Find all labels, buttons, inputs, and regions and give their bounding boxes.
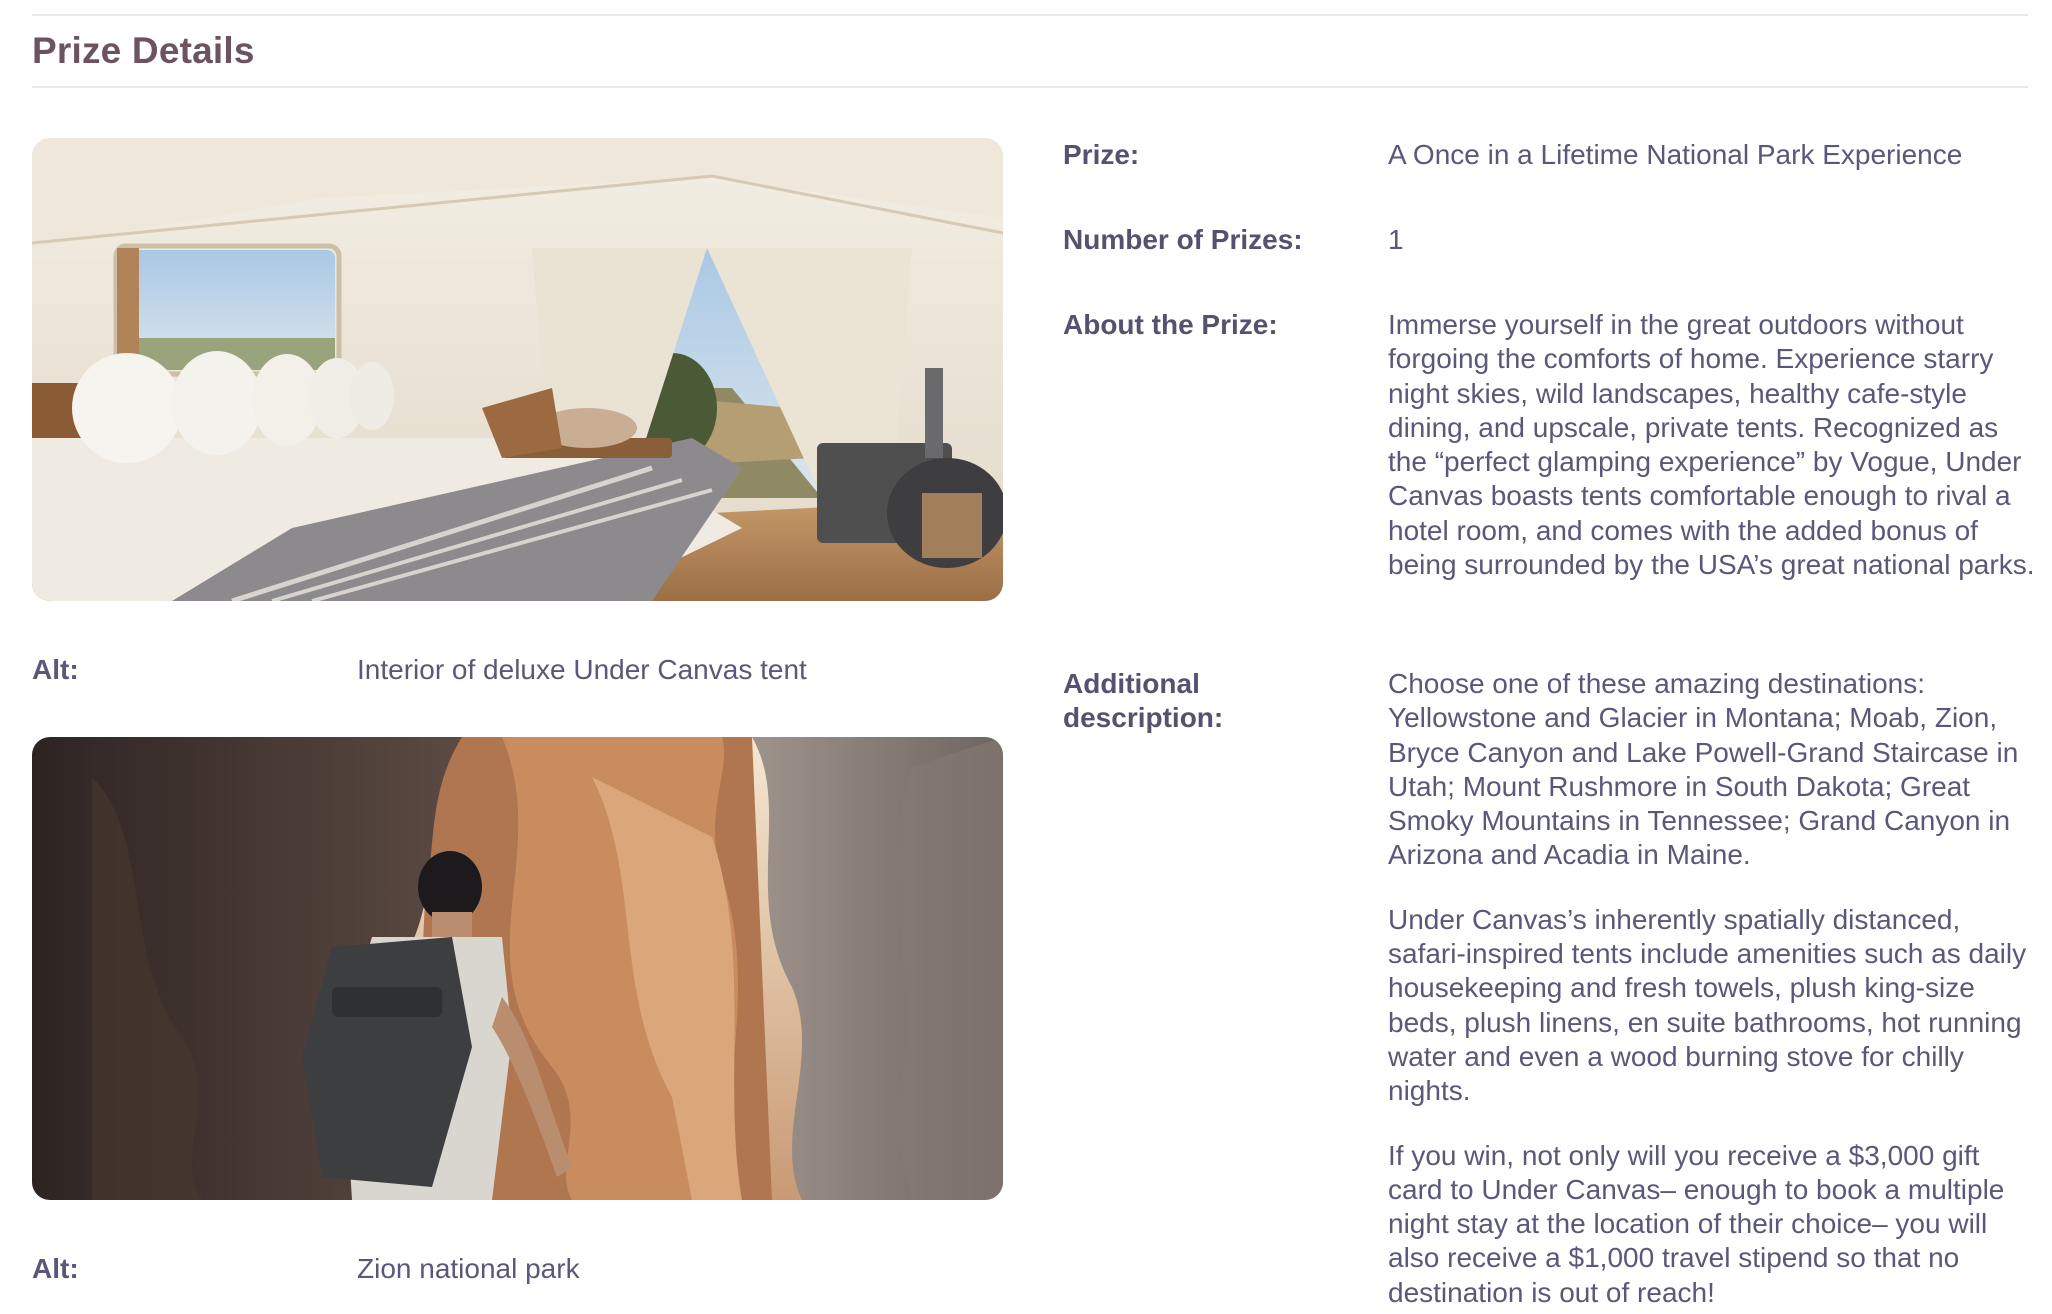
about-prize-label: About the Prize: [1063,309,1278,340]
prize-label: Prize: [1063,139,1140,170]
additional-description-paragraph: Under Canvas’s inherently spatially distanced, safari-inspired tents include amenities such as daily housekeeping and fresh towels, plush king-size beds, plush linens, en suite bathrooms, hot running water and even a wood burning stove for chilly nights. [1388,903,2027,1107]
number-of-prizes-label: Number of Prizes: [1063,224,1303,255]
top-divider [32,14,2028,16]
additional-description-label: Additional description: [1063,668,1224,733]
title-divider [32,86,2028,88]
additional-description-value [1388,667,2038,1310]
additional-description-paragraph: If you win, not only will you receive a $3,000 gift card to Under Canvas– enough to book a multiple night stay at the location of their choice– you will also receive a $1,000 travel stipend so that no destination is out of reach! [1388,1139,2005,1308]
tent-interior-photo [32,138,1003,601]
alt-text: Interior of deluxe Under Canvas tent [357,654,807,685]
additional-description-paragraph: Choose one of these amazing destinations: Yellowstone and Glacier in Montana; Moab, Zion, Bryce Canyon and Lake Powell-Grand Staircase in Utah; Mount Rushmore in South Dakota; Great Smoky Mountains in Tennessee; Grand Canyon in Arizona and Acadia in Maine. [1388,668,2019,871]
canyon-photo [32,737,1003,1200]
alt-text: Zion national park [357,1253,580,1284]
section-title: Prize Details [32,30,255,71]
number-of-prizes-value: 1 [1388,224,1404,255]
about-prize-value: Immerse yourself in the great outdoors without forgoing the comforts of home. Experience starry night skies, wild landscapes, healthy cafe-style dining, and upscale, private tents. Recognized as the “perfect glamping experience” by Vogue, Under Canvas boasts tents comfortable enough to rival a hotel room, and comes with the added bonus of being surrounded by the USA’s great national parks. [1388,309,2035,581]
prize-value: A Once in a Lifetime National Park Experience [1388,139,1963,170]
alt-label: Alt: [32,1253,79,1284]
alt-label: Alt: [32,654,79,685]
